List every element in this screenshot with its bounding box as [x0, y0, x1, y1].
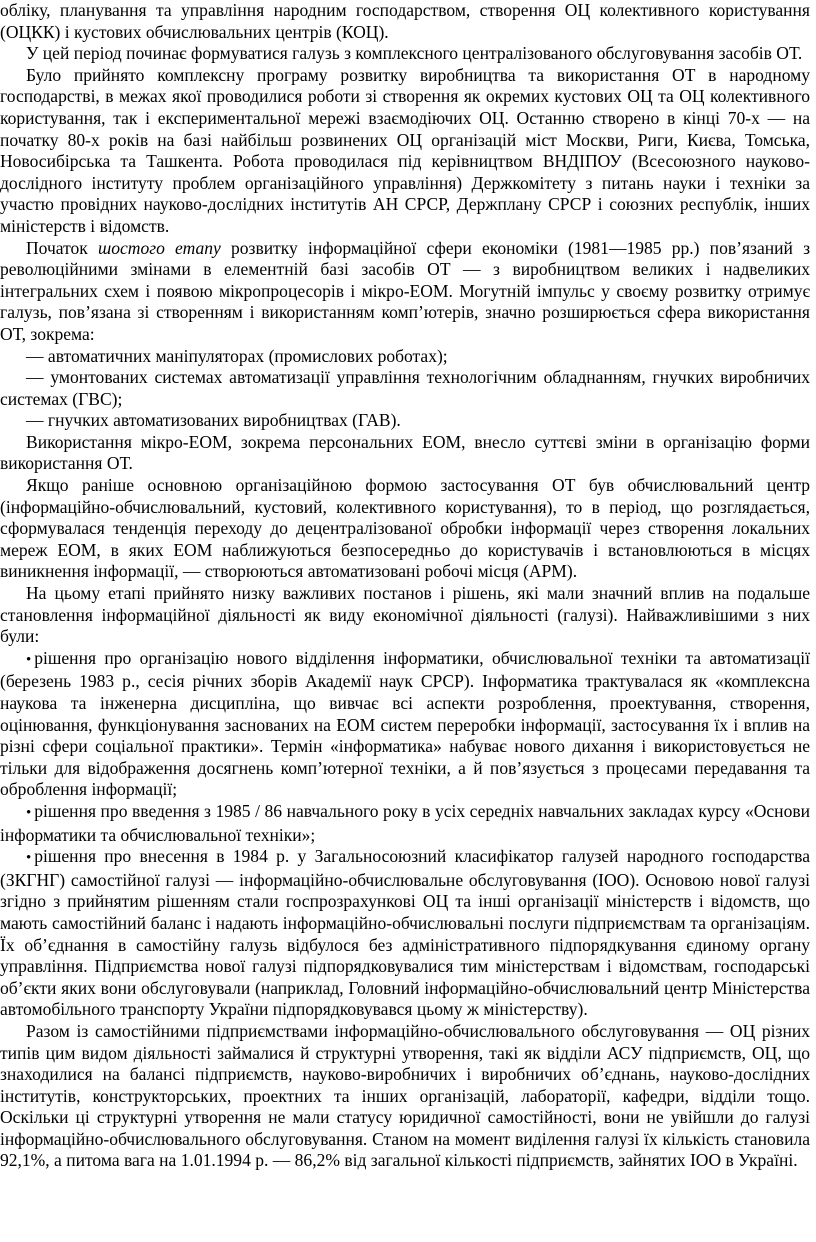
bullet-item	[0, 801, 810, 846]
dash-item: — гнучких автоматизованих виробництвах (ГАВ).	[0, 410, 810, 432]
dash-item: — автоматичних маніпуляторах (промислових роботах);	[0, 346, 810, 368]
paragraph-7: Разом із самостійними підприємствами інформаційно-обчислювального обслуговування — ОЦ різних типів цим видом діяльності займалися й структурні утворення, такі як відділи АСУ підприємств, ОЦ, що знаходилися на балансі підприємств, науково-виробничих і виробничих об’єднань, науково-дослідних інститутів, конструкторських, проектних та інших організацій, лабораторії, кафедри, відділи тощо. Оскільки ці структурні утворення не мали статусу юридичної самостійності, вони не увійшли до галузі інформаційно-обчислювального обслуговування. Станом на момент виділення галузі їх кількість становила 92,1%, а питома вага на 1.01.1994 р. — 86,2% від загальної кількості підприємств, зайнятих ІОО в Україні.	[0, 1020, 810, 1171]
paragraph-3-start: Початок	[26, 237, 99, 258]
bullet-text: рішення про організацію нового відділення інформатики, обчислювальної техніки та автоматизації (березень 1983 р., сесія річних зборів Академії наук СРСР). Інформатика трактувалася як «комплексна наукова та інженерна дисципліна, що вивчає всі аспекти розроблення, проектування, створення, оцінювання, функціонування заснованих на ЕОМ систем переробки інформації, застосування їх і вплив на різні сфери соціальної практики». Термін «інформатика» набуває нового дихання і використовується не тільки для відображення досягнень комп’ютерної техніки, а й пов’язується з процесами передавання та оброблення інформації;	[0, 647, 810, 800]
paragraph-3-rest: розвитку інформаційної сфери економіки (1981—1985 рр.) пов’язаний з революційними змінами в елементній базі засобів ОТ — з виробництвом великих і надвеликих інтегральних схем і появою мікропроцесорів і мікро-ЕОМ. Могутній імпульс у своєму розвитку отримує галузь, пов’язана зі створенням і використанням комп’ютерів, значно розширюється сфера використання ОТ, зокрема:	[0, 237, 810, 344]
paragraph-4: Використання мікро-ЕОМ, зокрема персональних ЕОМ, внесло суттєві зміни в організацію форми використання ОТ.	[0, 431, 810, 474]
dash-item: — умонтованих системах автоматизації управління технологічним обладнанням, гнучких виробничих системах (ГВС);	[0, 367, 810, 410]
paragraph-6: На цьому етапі прийнято низку важливих постанов і рішень, які мали значний вплив на подальше становлення інформаційної діяльності як виду економічної діяльності (галузі). Найважливішими з них були:	[0, 583, 810, 647]
paragraph-5: Якщо раніше основною організаційною формою застосування ОТ був обчислювальний центр (інформаційно-обчислювальний, кустовий, колективного користування), то в період, що розглядається, сформувалася тенденція переходу до децентралізованої обробки інформації через створення локальних мереж ЕОМ, в яких ЕОМ наближуються безпосередньо до користувачів і встановлюються в місцях виникнення інформації, — створюються автоматизовані робочі місця (АРМ).	[0, 475, 810, 582]
stage-emphasis: шостого етапу	[98, 237, 221, 258]
paragraph-3	[0, 238, 810, 346]
bullet-text: рішення про внесення в 1984 р. у Загальносоюзний класифікатор галузей народного господарства (ЗКГНГ) самостійної галузі — інформаційно-обчислювальне обслуговування (ІОО). Основою нової галузі згідно з прийнятим рішенням стали госпрозрахункові ОЦ та інші організації міністерств і відомств, що мають самостійний баланс і надають інформаційно-обчислювальні послуги підприємствам та організаціям. Їх об’єднання в самостійну галузь відбулося без адміністративного підпорядкування єдиному органу управління. Підприємства нової галузі підпорядковувалися тим міністерствам і відомствам, господарські об’єкти яких вони обслуговували (наприклад, Головний інформаційно-обчислювальний центр Міністерства автомобільного транспорту України підпорядковувався цьому ж міністерству).	[0, 846, 810, 1020]
bullet-item	[0, 846, 810, 1021]
bullet-text: рішення про введення з 1985 / 86 навчального року в усіх середніх навчальних закладах курсу «Основи інформатики та обчислювальної техніки»;	[0, 800, 810, 845]
bullet-icon: •	[26, 804, 32, 821]
paragraph-2: Було прийнято комплексну програму розвитку виробництва та використання ОТ в народному господарстві, в межах якої проводилися роботи зі створення як окремих кустових ОЦ та ОЦ колективного користування, так і експериментальної мережі взаємодіючих ОЦ. Останню створено в кінці 70-х — на початку 80-х років на базі найбільш розвинених ОЦ організацій міст Москви, Риги, Києва, Томська, Новосибірська та Ташкента. Робота проводилася під керівництвом ВНДІПОУ (Всесоюзного науково-дослідного інституту проблем організаційного управління) Держкомітету з питань науки і техніки за участю провідних науково-дослідних інститутів АН СРСР, Держплану СРСР і союзних республік, інших міністерств і відомств.	[0, 64, 810, 236]
bullet-item	[0, 648, 810, 801]
bullet-icon: •	[26, 850, 32, 867]
bullet-icon: •	[26, 651, 32, 668]
paragraph-1: У цей період починає формуватися галузь з комплексного централізованого обслуговування засобів ОТ.	[26, 43, 803, 64]
paragraph-0: обліку, планування та управління народним господарством, створення ОЦ колективного користування (ОЦКК) і кустових обчислювальних центрів (КОЦ).	[0, 0, 810, 42]
